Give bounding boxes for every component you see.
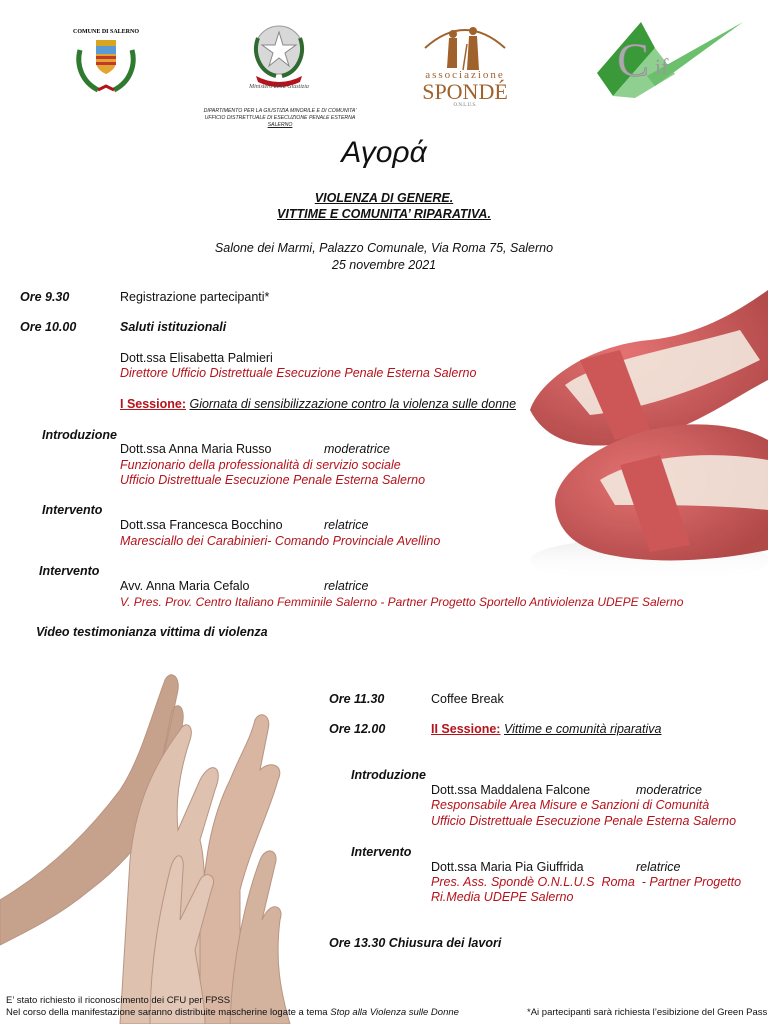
speaker-palmieri: Dott.ssa Elisabetta Palmieri (120, 351, 273, 365)
raised-hands-image (0, 660, 310, 1024)
sponde-line1: associazione (425, 69, 505, 81)
italian-republic-emblem-icon (246, 18, 312, 90)
sponde-line3: O.N.L.U.S. (453, 103, 477, 108)
speaker-giuffrida-desc2: Ri.Media UDEPE Salerno (431, 890, 574, 904)
speaker-falcone-desc1: Responsabile Area Misure e Sanzioni di Comunità (431, 798, 710, 812)
cif-logo (595, 18, 745, 100)
s2-intro-label: Introduzione (351, 768, 426, 782)
speaker-giuffrida: Dott.ssa Maria Pia Giuffrida (431, 860, 584, 874)
department-line2: UFFICIO DISTRETTUALE DI ESECUZIONE PENALE ESTERNA (204, 115, 356, 121)
coffee-text: Coffee Break (431, 692, 504, 706)
speaker-bocchino-desc: Maresciallo dei Carabinieri- Comando Provinciale Avellino (120, 534, 441, 548)
s1-intro-label: Introduzione (42, 428, 117, 442)
session2-title: Vittime e comunità riparativa (503, 722, 662, 736)
closing: Ore 13.30 Chiusura dei lavori (329, 936, 502, 950)
s1-intervento2-label: Intervento (39, 564, 100, 578)
speaker-palmieri-role: Direttore Ufficio Distrettuale Esecuzione Penale Esterna Salerno (120, 366, 477, 380)
speaker-cefalo-role: relatrice (324, 579, 369, 593)
footer-cfu-note: E’ stato richiesto il riconoscimento dei CFU per FPSS (6, 995, 231, 1006)
subtitle-line2: VITTIME E COMUNITA’ RIPARATIVA. (277, 207, 491, 221)
red-shoes-image (520, 290, 768, 590)
sponde-figures-icon (405, 20, 525, 70)
session1-title: Giornata di sensibilizzazione contro la violenza sulle donne (189, 397, 517, 411)
speaker-russo-desc1: Funzionario della professionalità di servizio sociale (120, 458, 401, 472)
svg-text:C: C (617, 34, 650, 87)
session2-label: II Sessione: (431, 722, 501, 736)
repubblica-italiana-logo (246, 18, 312, 90)
time-coffee: Ore 11.30 (329, 692, 385, 706)
video-testimony: Video testimonianza vittima di violenza (36, 625, 268, 639)
speaker-falcone-desc2: Ufficio Distrettuale Esecuzione Penale Esterna Salerno (431, 814, 737, 828)
page-title: Αγορά (341, 136, 427, 169)
comune-salerno-logo (68, 20, 144, 96)
speaker-bocchino-role: relatrice (324, 518, 369, 532)
department-caption (180, 108, 380, 129)
cif-logo-icon (595, 18, 745, 100)
session2-heading (431, 722, 661, 737)
ministry-caption: Ministero della Giustizia (249, 84, 309, 90)
speaker-russo: Dott.ssa Anna Maria Russo (120, 442, 272, 456)
speaker-russo-role: moderatrice (324, 442, 390, 456)
s2-intervento-label: Intervento (351, 845, 412, 859)
event-date: 25 novembre 2021 (331, 258, 437, 272)
speaker-russo-desc2: Ufficio Distrettuale Esecuzione Penale Esterna Salerno (120, 473, 426, 487)
time-registration: Ore 9.30 (20, 290, 70, 304)
registration-text: Registrazione partecipanti* (120, 290, 270, 304)
svg-text:if: if (655, 54, 669, 79)
time-session2: Ore 12.00 (329, 722, 386, 736)
time-greetings: Ore 10.00 (20, 320, 77, 334)
footer-masks-campaign: Stop alla Violenza sulle Donne (330, 1007, 459, 1018)
session1-heading (120, 397, 516, 412)
speaker-giuffrida-desc1: Pres. Ass. Spondè O.N.L.U.S Roma - Partner Progetto (431, 875, 742, 889)
sponde-line2: SPONDÉ (422, 79, 508, 104)
greetings-text: Saluti istituzionali (120, 320, 227, 334)
speaker-cefalo-desc: V. Pres. Prov. Centro Italiano Femminile Salerno - Partner Progetto Sportello Antiviolenza UDEPE Salerno (120, 595, 684, 609)
s1-intervento1-label: Intervento (42, 503, 103, 517)
session1-label: I Sessione: (120, 397, 186, 411)
speaker-falcone: Dott.ssa Maddalena Falcone (431, 783, 591, 797)
speaker-bocchino: Dott.ssa Francesca Bocchino (120, 518, 283, 532)
department-line1: DIPARTIMENTO PER LA GIUSTIZIA MINORILE E DI COMUNITA' (203, 108, 357, 114)
department-line3: SALERNO (267, 122, 293, 128)
svg-text:COMUNE DI SALERNO: COMUNE DI SALERNO (72, 29, 140, 35)
footer-masks-note (6, 1007, 459, 1019)
speaker-falcone-role: moderatrice (636, 783, 702, 797)
venue: Salone dei Marmi, Palazzo Comunale, Via Roma 75, Salerno (214, 241, 554, 255)
footer-green-pass-note: *Ai partecipanti sarà richiesta l’esibizione del Green Pass (527, 1007, 768, 1018)
footer-masks-prefix: Nel corso della manifestazione saranno distribuite mascherine logate a tema (6, 1007, 331, 1018)
subtitle-line1: VIOLENZA DI GENERE. (314, 191, 454, 205)
speaker-cefalo: Avv. Anna Maria Cefalo (120, 579, 250, 593)
speaker-giuffrida-role: relatrice (636, 860, 681, 874)
comune-salerno-crest-icon (68, 20, 144, 96)
sponde-logo (405, 20, 525, 108)
